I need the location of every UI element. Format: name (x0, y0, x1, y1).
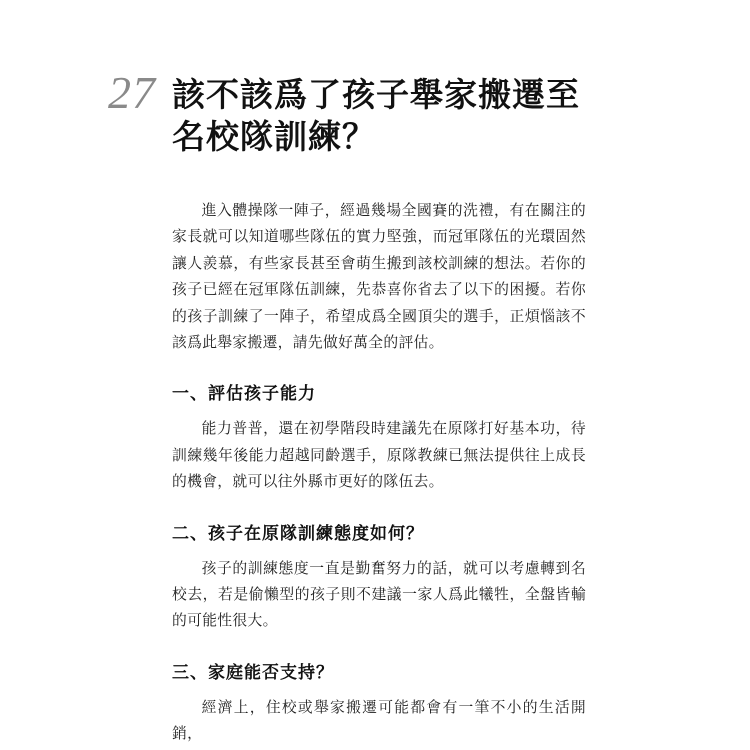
chapter-content (172, 198, 586, 748)
section-body-ability: 能力普普，還在初學階段時建議先在原隊打好基本功，待訓練幾年後能力超越同齡選手，原隊教練已無法提供往上成長的機會，就可以往外縣市更好的隊伍去。 (172, 420, 586, 491)
intro-paragraph: 進入體操隊一陣子，經過幾場全國賽的洗禮，有在關注的家長就可以知道哪些隊伍的實力堅強，而冠軍隊伍的光環固然讓人羨慕，有些家長甚至會萌生搬到該校訓練的想法。若你的孩子已經在冠軍隊伍訓練，先恭喜你省去了以下的困擾。若你的孩子訓練了一陣子，希望成爲全國頂尖的選手，正煩惱該不該爲此舉家搬遷，請先做好萬全的評估。 (172, 202, 586, 352)
chapter-title (172, 74, 612, 158)
chapter-number: 27 (108, 67, 156, 118)
section-body-family-support: 經濟上，住校或舉家搬遷可能都會有一筆不小的生活開銷， (172, 698, 586, 743)
section-heading-family-support: 三、家庭能否支持？ (172, 662, 334, 683)
chapter-title-line-1: 該不該爲了孩子舉家搬遷至 (172, 75, 580, 114)
section-body-attitude: 孩子的訓練態度一直是勤奮努力的話，就可以考慮轉到名校去，若是偷懶型的孩子則不建議一家人爲此犧牲，全盤皆輸的可能性很大。 (172, 559, 586, 630)
section-heading-attitude: 二、孩子在原隊訓練態度如何？ (172, 523, 424, 544)
chapter-title-line-2: 名校隊訓練？ (172, 117, 376, 156)
section-heading-ability: 一、評估孩子能力 (172, 384, 316, 405)
